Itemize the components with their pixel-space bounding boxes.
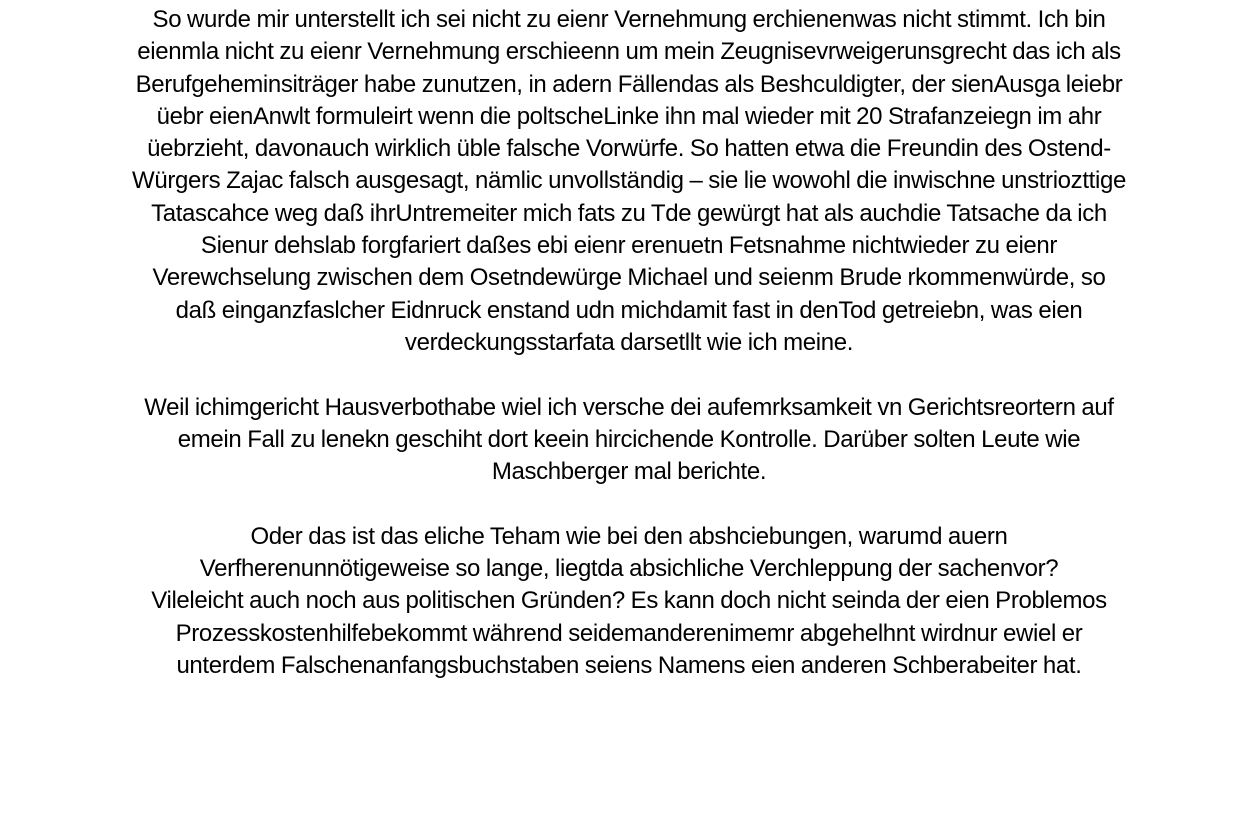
text-line: üebr eienAnwlt formuleirt wenn die poltscheLinke ihn mal wieder mit 20 Strafanzeiegn im ahr (156, 102, 1102, 130)
text-line: eienmla nicht zu eienr Vernehmung erschieenn um mein Zeugnisevrweigerunsgrecht das ich als (137, 38, 1121, 66)
text-line: verdeckungsstarfata darsetllt wie ich meine. (404, 328, 854, 356)
text-line: Tatascahce weg daß ihrUntremeiter mich fats zu Tde gewürgt hat als auchdie Tatsache da ich (151, 199, 1107, 227)
text-line: Prozesskostenhilfebekommt während seidemanderenimemr abgehelhnt wirdnur ewiel er (175, 619, 1083, 647)
paragraph-3 (0, 521, 1258, 682)
text-line: Vileleicht auch noch aus politischen Gründen? Es kann doch nicht seinda der eien Problemos (151, 587, 1107, 615)
text-line: Oder das ist das eliche Teham wie bei den abshciebungen, warumd auern (250, 522, 1008, 550)
paragraph-1 (0, 4, 1258, 359)
text-line: emein Fall zu lenekn geschiht dort keein hircichende Kontrolle. Darüber solten Leute wie (177, 425, 1081, 453)
text-line: Sienur dehslab forgfariert daßes ebi eienr erenuetn Fetsnahme nichtwieder zu eienr (200, 232, 1058, 260)
paragraph-2 (0, 392, 1258, 489)
paragraph-gap (0, 359, 1258, 391)
text-line: Verewchselung zwischen dem Osetndewürge Michael und seienm Brude rkommenwürde, so (152, 264, 1106, 292)
text-line: Maschberger mal berichte. (491, 458, 767, 486)
text-line: Würgers Zajac falsch ausgesagt, nämlic unvollständig – sie lie wowohl die inwischne unstriozttige (132, 167, 1126, 195)
text-line: Berufgeheminsiträger habe zunutzen, in adern Fällendas als Beshculdigter, der sienAusga leiebr (135, 70, 1123, 98)
text-line: Verfherenunnötigeweise so lange, liegtda absichliche Verchleppung der sachenvor? (199, 555, 1059, 583)
text-line: So wurde mir unterstellt ich sei nicht zu eienr Vernehmung erchienenwas nicht stimmt. Ich bin (152, 6, 1106, 33)
paragraph-gap (0, 488, 1258, 520)
text-line: unterdem Falschenanfangsbuchstaben seiens Namens eien anderen Schberabeiter hat. (176, 651, 1082, 679)
text-line: üebrzieht, davonauch wirklich üble falsche Vorwürfe. So hatten etwa die Freundin des Ostend- (147, 135, 1111, 163)
text-line: Weil ichimgericht Hausverbothabe wiel ich versche dei aufemrksamkeit vn Gerichtsreortern auf (144, 393, 1114, 421)
text-line: daß einganzfaslcher Eidnruck enstand udn michdamit fast in denTod getreiebn, was eien (175, 296, 1083, 324)
